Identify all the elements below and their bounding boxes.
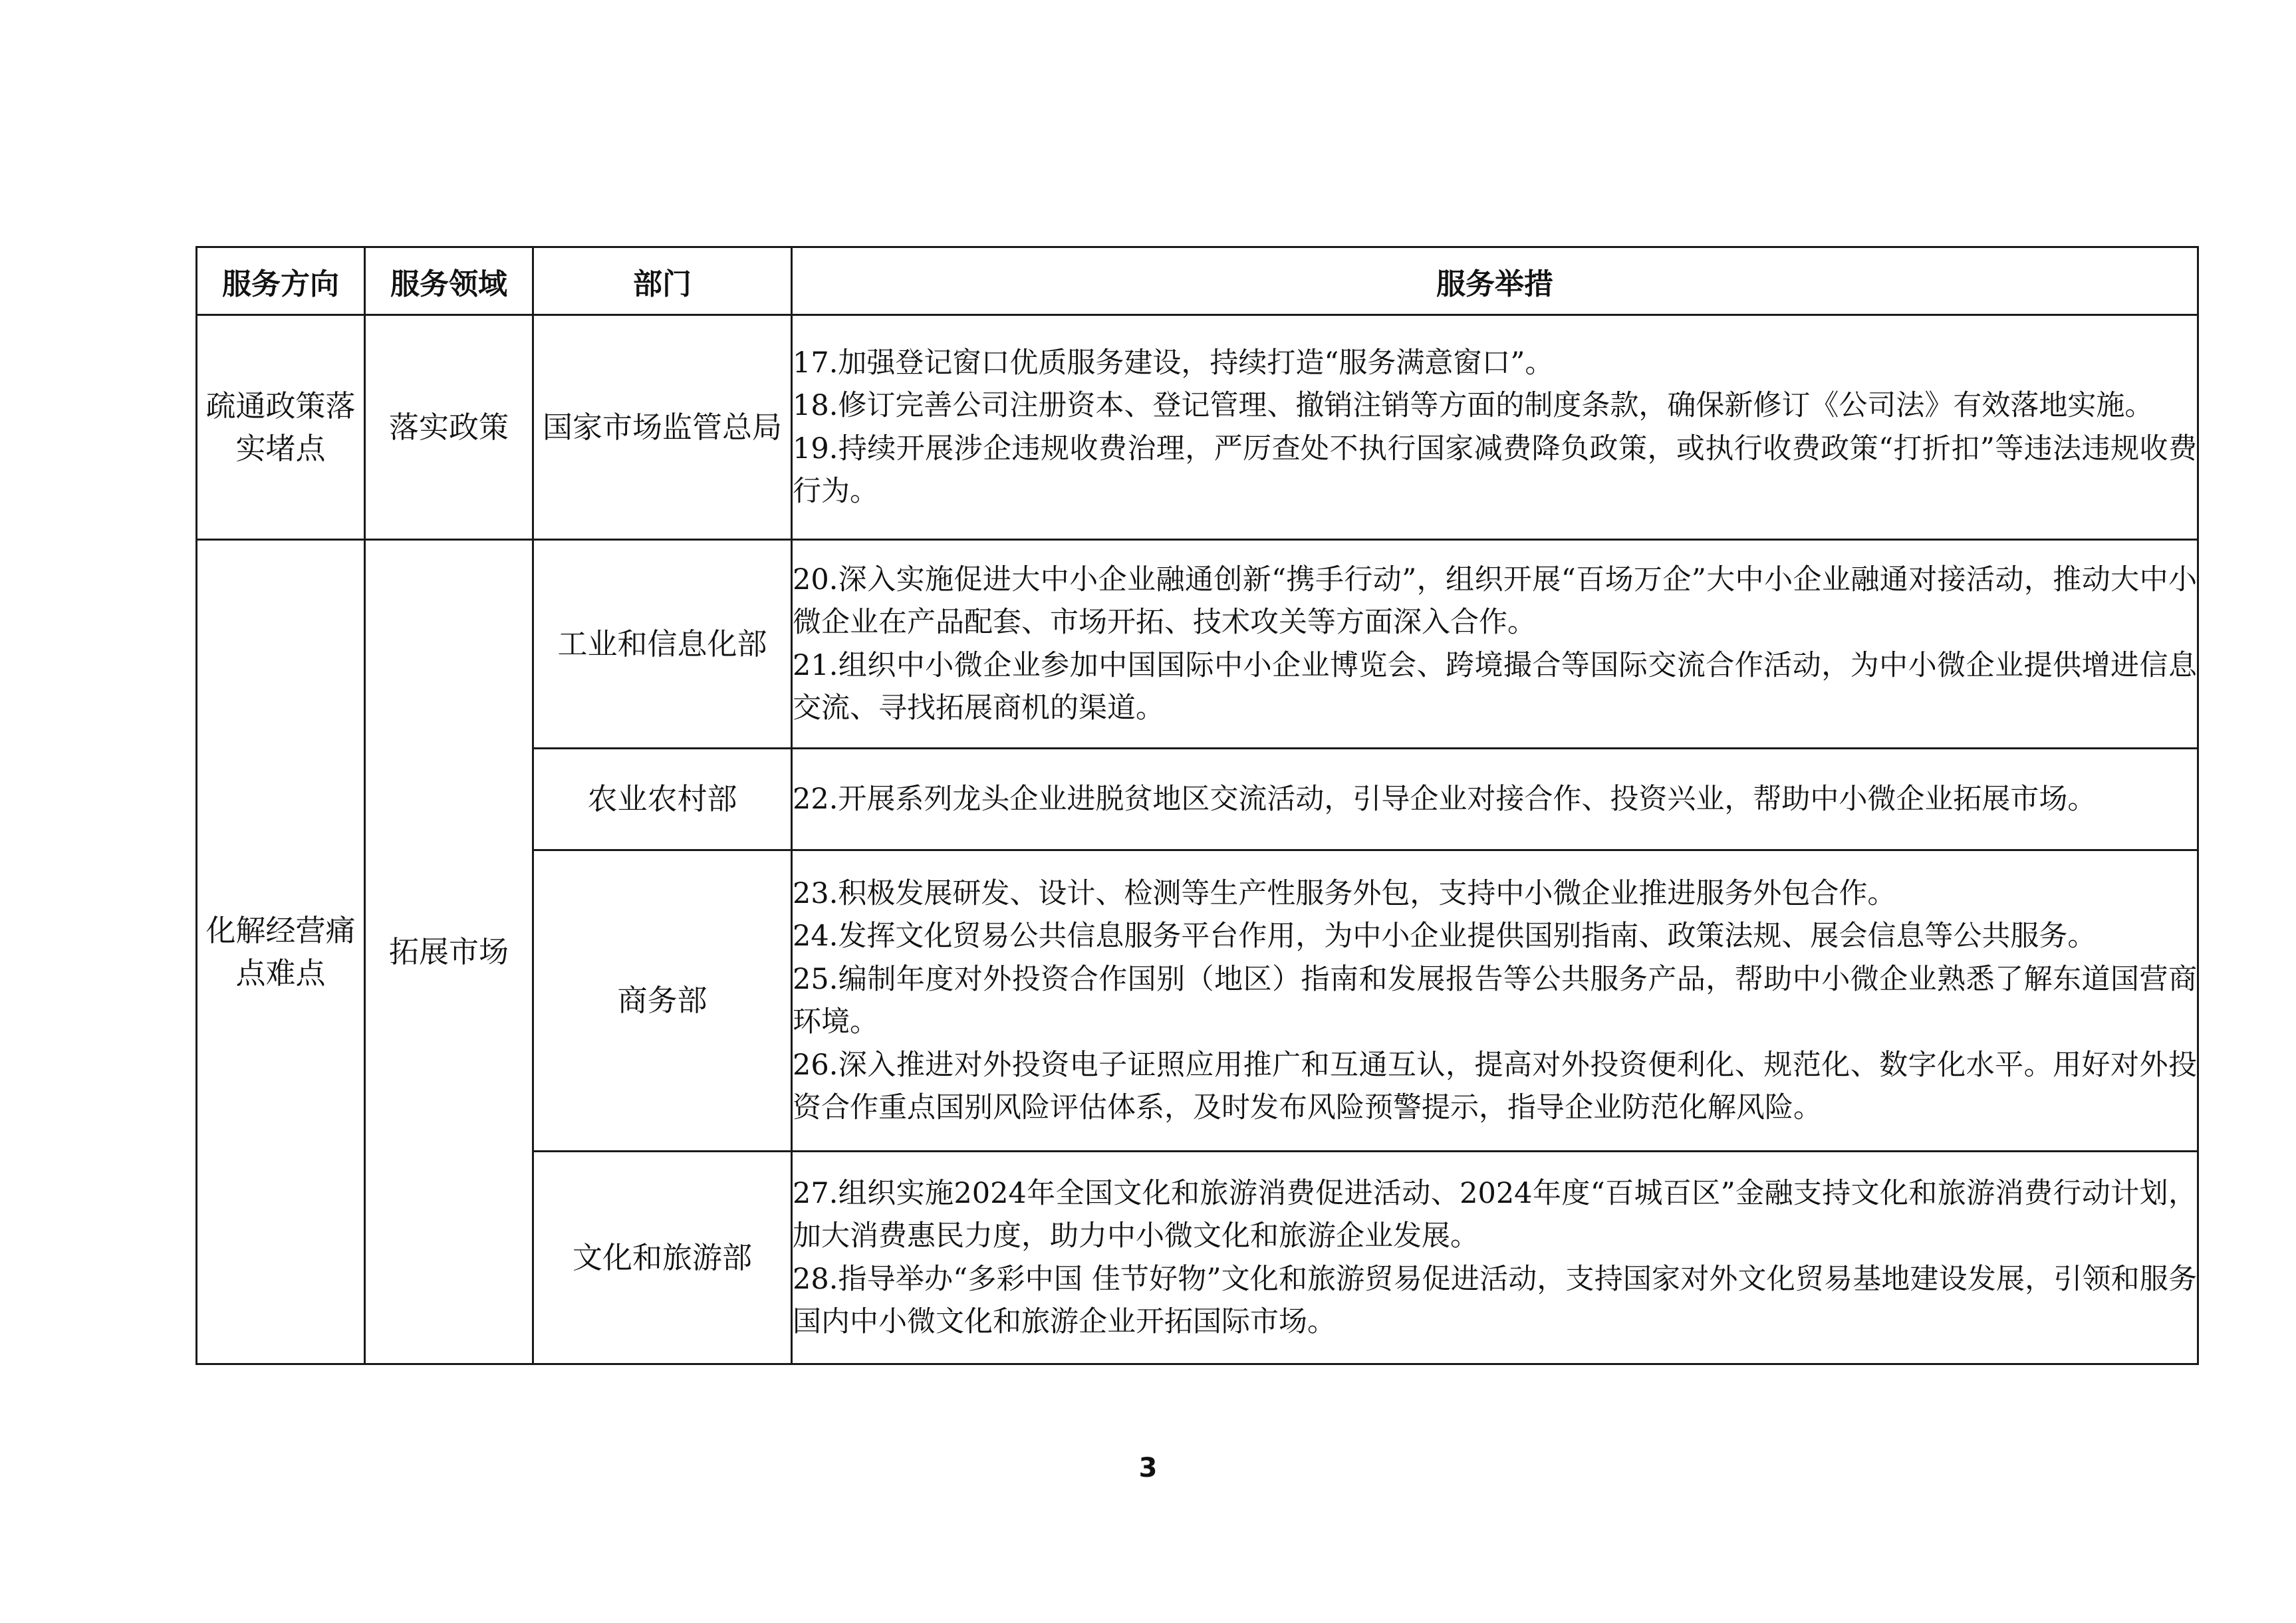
direction-cell: 疏通政策落实堵点 — [197, 315, 365, 540]
table-header-row — [197, 247, 2198, 315]
measures-cell — [792, 749, 2198, 850]
department-cell: 文化和旅游部 — [533, 1152, 792, 1364]
measures-cell — [792, 1152, 2198, 1364]
measure-item: 24.发挥文化贸易公共信息服务平台作用，为中小企业提供国别指南、政策法规、展会信息等公共服务。 — [793, 920, 2097, 953]
direction-cell: 化解经营痛点难点 — [197, 540, 365, 1364]
department-cell: 农业农村部 — [533, 749, 792, 850]
measure-item: 26.深入推进对外投资电子证照应用推广和互通互认，提高对外投资便利化、规范化、数字化水平。用好对外投资合作重点国别风险评估体系，及时发布风险预警提示，指导企业防范化解风险。 — [793, 1048, 2197, 1124]
measure-item: 23.积极发展研发、设计、检测等生产性服务外包，支持中小微企业推进服务外包合作。 — [793, 876, 1896, 910]
department-cell: 国家市场监管总局 — [533, 315, 792, 540]
header-department: 部门 — [533, 247, 792, 315]
measure-item: 25.编制年度对外投资合作国别（地区）指南和发展报告等公共服务产品，帮助中小微企业熟悉了解东道国营商环境。 — [793, 962, 2197, 1039]
measures-cell — [792, 540, 2198, 749]
measure-item: 18.修订完善公司注册资本、登记管理、撤销注销等方面的制度条款，确保新修订《公司法》有效落地实施。 — [793, 389, 2154, 422]
header-service-direction: 服务方向 — [197, 247, 365, 315]
department-cell: 工业和信息化部 — [533, 540, 792, 749]
measure-item: 17.加强登记窗口优质服务建设，持续打造“服务满意窗口”。 — [793, 346, 1554, 380]
header-service-field: 服务领域 — [365, 247, 533, 315]
service-measures-table — [195, 246, 2199, 1365]
measure-item: 19.持续开展涉企违规收费治理，严厉查处不执行国家减费降负政策，或执行收费政策“打折扣”等违法违规收费行为。 — [793, 432, 2197, 508]
field-cell: 落实政策 — [365, 315, 533, 540]
measure-item: 21.组织中小微企业参加中国国际中小企业博览会、跨境撮合等国际交流合作活动，为中小微企业提供增进信息交流、寻找拓展商机的渠道。 — [793, 648, 2197, 725]
measures-cell — [792, 850, 2198, 1152]
measure-item: 27.组织实施2024年全国文化和旅游消费促进活动、2024年度“百城百区”金融支持文化和旅游消费行动计划，加大消费惠民力度，助力中小微文化和旅游企业发展。 — [793, 1176, 2197, 1253]
measure-item: 22.开展系列龙头企业进脱贫地区交流活动，引导企业对接合作、投资兴业，帮助中小微企业拓展市场。 — [793, 782, 2097, 816]
page-number: 3 — [1138, 1453, 1158, 1483]
field-cell: 拓展市场 — [365, 540, 533, 1364]
table-row — [197, 315, 2198, 540]
measures-cell — [792, 315, 2198, 540]
department-cell: 商务部 — [533, 850, 792, 1152]
table-row — [197, 540, 2198, 749]
header-service-measures: 服务举措 — [792, 247, 2198, 315]
measure-item: 20.深入实施促进大中小企业融通创新“携手行动”，组织开展“百场万企”大中小企业融通对接活动，推动大中小微企业在产品配套、市场开拓、技术攻关等方面深入合作。 — [793, 562, 2197, 639]
measure-item: 28.指导举办“多彩中国 佳节好物”文化和旅游贸易促进活动，支持国家对外文化贸易基地建设发展，引领和服务国内中小微文化和旅游企业开拓国际市场。 — [793, 1262, 2197, 1338]
